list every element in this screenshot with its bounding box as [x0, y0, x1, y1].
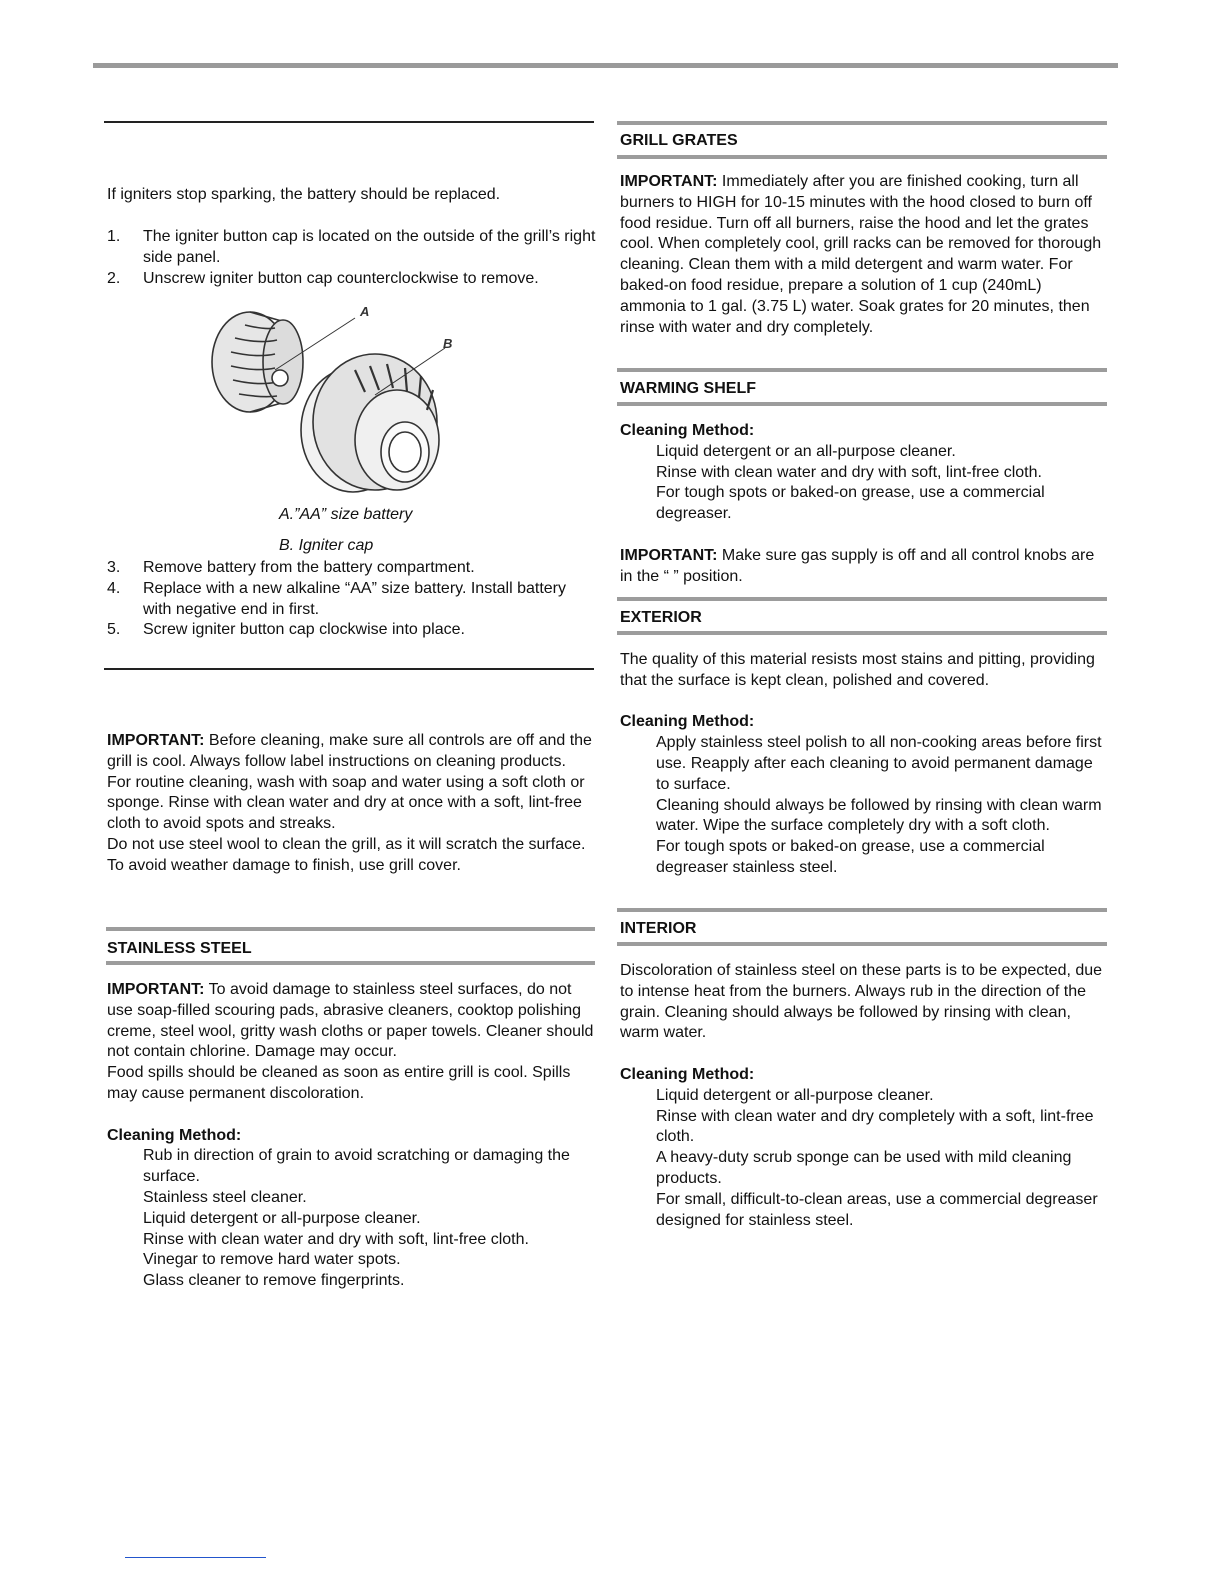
heading-bar-top: [617, 368, 1107, 372]
heading-bar-top: [106, 927, 595, 931]
method-item: Liquid detergent or all-purpose cleaner.: [143, 1209, 421, 1227]
heading-bar-top: [617, 908, 1107, 912]
warming-important: IMPORTANT: Make sure gas supply is off and all control knobs are in the “ ” position.: [620, 546, 1095, 585]
stainless-important: IMPORTANT: To avoid damage to stainless steel surfaces, do not use soap-filled scouring pads, abrasive cleaners, cooktop polishing creme, steel wool, gritty wash cloths or paper towels. Cleaner should not contain chlorine. Damage may occur.: [107, 981, 594, 1061]
stainless-p1: Food spills should be cleaned as soon as entire grill is cool. Spills may cause permanent discoloration.: [107, 1064, 571, 1102]
stainless-heading: STAINLESS STEEL: [107, 940, 252, 957]
cleaning-p3: To avoid weather damage to finish, use grill cover.: [107, 856, 461, 874]
method-item: For tough spots or baked-on grease, use a commercial degreaser.: [656, 484, 1045, 523]
method-item: Liquid detergent or all-purpose cleaner.: [656, 1086, 934, 1104]
interior-block: [620, 961, 1106, 1231]
method-item: For small, difficult-to-clean areas, use a commercial degreaser designed for stainless steel.: [656, 1190, 1098, 1229]
method-item: Cleaning should always be followed by rinsing with clean warm water. Wipe the surface completely dry with a soft cloth.: [656, 796, 1102, 835]
section-rule: [104, 121, 594, 123]
method-item: Rinse with clean water and dry with soft, lint-free cloth.: [143, 1230, 529, 1248]
cleaning-important: IMPORTANT: Before cleaning, make sure all controls are off and the grill is cool. Always follow label instructions on cleaning products.: [107, 732, 592, 770]
exterior-block: [620, 650, 1108, 879]
exterior-method-label: Cleaning Method:: [620, 713, 755, 731]
heading-bar-top: [617, 121, 1107, 125]
exterior-heading: EXTERIOR: [620, 609, 702, 626]
cleaning-p1: For routine cleaning, wash with soap and water using a soft cloth or sponge. Rinse with clean water and dry at once with a soft, lint-free cloth to avoid spots and streaks.: [107, 773, 585, 833]
interior-p1: Discoloration of stainless steel on these parts is to be expected, due to intense heat from the burners. Always rub in the direction of the grain. Cleaning should always be followed by rinsing with clean, warm water.: [620, 962, 1103, 1042]
interior-heading: INTERIOR: [620, 920, 697, 937]
section-rule: [104, 668, 594, 670]
exterior-p1: The quality of this material resists most stains and pitting, providing that the surface is kept clean, polished and covered.: [620, 651, 1095, 689]
warming-heading: WARMING SHELF: [620, 380, 756, 397]
method-item: Vinegar to remove hard water spots.: [143, 1251, 401, 1269]
list-item: 2. Unscrew igniter button cap counterclockwise to remove.: [107, 269, 539, 287]
warming-method-label: Cleaning Method:: [620, 422, 755, 439]
grates-heading: GRILL GRATES: [620, 132, 738, 149]
footer-link-underline: [125, 1557, 266, 1558]
method-item: Rub in direction of grain to avoid scratching or damaging the surface.: [143, 1147, 570, 1186]
igniter-cap-illustration: [301, 354, 439, 492]
igniter-steps-b: [107, 558, 597, 641]
igniter-diagram: [205, 300, 455, 500]
list-item: 5. Screw igniter button cap clockwise into place.: [107, 621, 465, 639]
method-item: Liquid detergent or an all-purpose cleaner.: [656, 442, 956, 460]
heading-bar-bottom: [617, 155, 1107, 159]
method-item: A heavy-duty scrub sponge can be used with mild cleaning products.: [656, 1149, 1072, 1187]
list-item: 4. Replace with a new alkaline “AA” size battery. Install battery with negative end in first.: [107, 579, 567, 618]
heading-bar-bottom: [106, 961, 595, 965]
stainless-method-label: Cleaning Method:: [107, 1126, 242, 1144]
method-item: Rinse with clean water and dry completely with a soft, lint-free cloth.: [656, 1107, 1094, 1146]
warming-block: [620, 421, 1104, 587]
battery-illustration: [212, 312, 303, 412]
grates-important: IMPORTANT: Immediately after you are finished cooking, turn all burners to HIGH for 10-15 minutes with the hood closed to burn off food residue. Turn off all burners, raise the hood and let the grates cool. When completely cool, grill racks can be removed for thorough cleaning. Clean them with a mild detergent and warm water. For baked-on food residue, prepare a solution of 1 cup (240mL) ammonia to 1 gal. (3.75 L) water. Soak grates for 20 minutes, then rinse with water and dry completely.: [620, 173, 1102, 336]
top-rule: [93, 63, 1118, 68]
heading-bar-bottom: [617, 631, 1107, 635]
heading-bar-bottom: [617, 402, 1107, 406]
method-item: Apply stainless steel polish to all non-cooking areas before first use. Reapply after each cleaning to avoid permanent damage to surface.: [656, 734, 1102, 793]
caption-a: A.”AA” size battery: [279, 506, 413, 523]
stainless-block: [107, 980, 599, 1292]
cleaning-block: [107, 731, 597, 877]
heading-bar-bottom: [617, 942, 1107, 946]
label-a: A: [360, 304, 370, 319]
caption-b: B. Igniter cap: [279, 537, 374, 554]
method-item: For tough spots or baked-on grease, use a commercial degreaser stainless steel.: [656, 838, 1045, 876]
method-item: Rinse with clean water and dry with soft, lint-free cloth.: [656, 463, 1042, 481]
method-item: Glass cleaner to remove fingerprints.: [143, 1272, 405, 1290]
list-item: 3. Remove battery from the battery compartment.: [107, 559, 475, 576]
interior-method-label: Cleaning Method:: [620, 1065, 755, 1083]
list-item: 1. The igniter button cap is located on the outside of the grill’s right side panel.: [107, 228, 596, 266]
igniter-intro: If igniters stop sparking, the battery should be replaced.: [107, 186, 501, 203]
label-b: B: [443, 336, 453, 351]
cleaning-p2: Do not use steel wool to clean the grill, as it will scratch the surface.: [107, 835, 586, 853]
heading-bar-top: [617, 597, 1107, 601]
igniter-steps-a: [107, 227, 597, 289]
method-item: Stainless steel cleaner.: [143, 1188, 307, 1206]
